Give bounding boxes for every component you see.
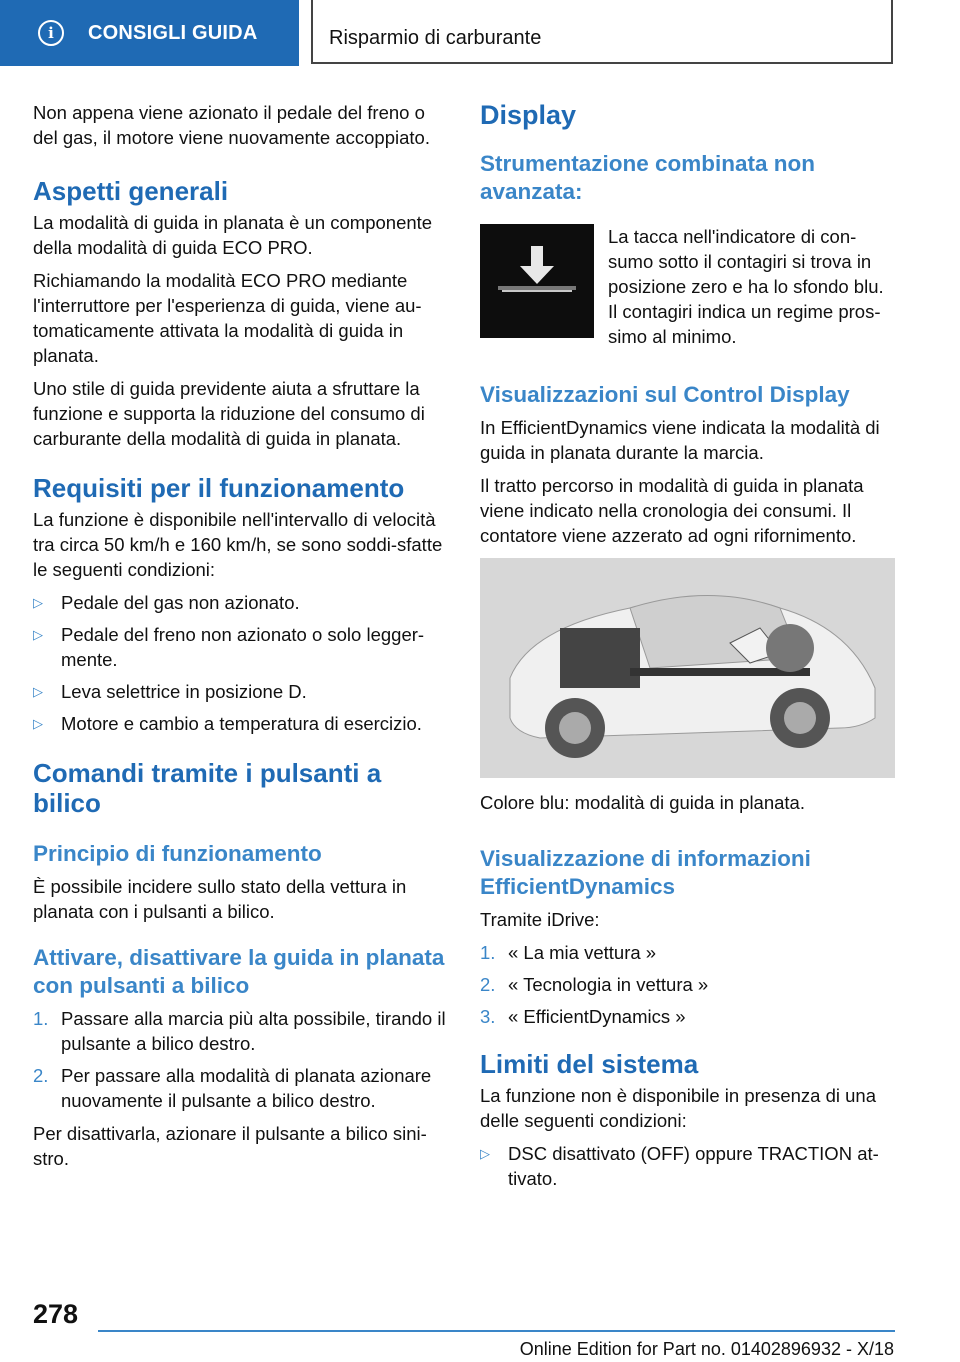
left-column xyxy=(33,100,448,1179)
heading-cluster: Strumentazione combinata non avanzata: xyxy=(480,151,816,204)
list-item: 1. « La mia vettura » xyxy=(480,942,657,963)
list-item: ▷ Motore e cambio a temperatura di esercizio. xyxy=(33,713,422,734)
right-column xyxy=(480,100,895,1199)
limits-list xyxy=(480,1141,895,1191)
general-paragraph-2: Richiamando la modalità ECO PRO mediante l'interruttore per l'esperienza di guida, viene au-tomaticamente attivata la modalità di guida in planata. xyxy=(33,270,422,366)
heading-principle: Principio di funzionamento xyxy=(33,841,322,866)
activate-steps xyxy=(33,1006,448,1113)
list-item: ▷ DSC disattivato (OFF) oppure TRACTION at-tivato. xyxy=(480,1143,879,1189)
list-item: 3. « EfficientDynamics » xyxy=(480,1006,686,1027)
chapter-header xyxy=(311,0,893,64)
page-number: 278 xyxy=(33,1299,79,1329)
general-paragraph-1: La modalità di guida in planata è un componente della modalità di guida ECO PRO. xyxy=(33,212,433,258)
limits-paragraph: La funzione non è disponibile in presenza di una delle seguenti condizioni: xyxy=(480,1085,876,1131)
heading-requirements: Requisiti per il funzionamento xyxy=(33,473,405,503)
list-item: ▷ Pedale del freno non azionato o solo legger-mente. xyxy=(33,624,425,670)
cluster-paragraph: La tacca nell'indicatore di con-sumo sotto il contagiri si trova in posizione zero e ha lo sfondo blu. Il contagiri indica un regime pros-simo al minimo. xyxy=(608,226,884,347)
list-item: ▷ Leva selettrice in posizione D. xyxy=(33,681,307,702)
heading-general: Aspetti generali xyxy=(33,176,229,206)
heading-control-display: Visualizzazioni sul Control Display xyxy=(480,382,850,407)
deactivate-paragraph: Per disattivarla, azionare il pulsante a bilico sini-stro. xyxy=(33,1123,427,1169)
section-tab xyxy=(0,0,299,66)
heading-display: Display xyxy=(480,100,577,130)
triangle-bullet-icon: ▷ xyxy=(33,716,43,731)
list-item: ▷ Pedale del gas non azionato. xyxy=(33,592,300,613)
heading-commands: Comandi tramite i pulsanti a bilico xyxy=(33,758,382,818)
edition-text: Online Edition for Part no. 01402896932 - X/18 xyxy=(519,1339,894,1359)
heading-activate: Attivare, disattivare la guida in planata con pulsanti a bilico xyxy=(33,945,445,998)
general-paragraph-3: Uno stile di guida previdente aiuta a sfruttare la funzione e supporta la riduzione del consumo di carburante della modalità di guida in planata. xyxy=(33,378,425,449)
triangle-bullet-icon: ▷ xyxy=(480,1146,490,1161)
requirements-list xyxy=(33,590,448,736)
heading-efficient-info: Visualizzazione di informazioni EfficientDynamics xyxy=(480,846,811,899)
control-paragraph-1: In EfficientDynamics viene indicata la modalità di guida in planata durante la marcia. xyxy=(480,417,880,463)
info-steps xyxy=(480,940,895,1029)
list-item: 2. « Tecnologia in vettura » xyxy=(480,974,709,995)
car-powertrain-image xyxy=(480,558,895,778)
control-paragraph-2: Il tratto percorso in modalità di guida in planata viene indicato nella cronologia dei consumi. Il contatore viene azzerato ad ogni rifornimento. xyxy=(480,475,864,546)
triangle-bullet-icon: ▷ xyxy=(33,595,43,610)
triangle-bullet-icon: ▷ xyxy=(33,684,43,699)
list-item: 2. Per passare alla modalità di planata azionare nuovamente il pulsante a bilico destro. xyxy=(33,1065,432,1111)
consumption-indicator-image xyxy=(480,224,594,338)
section-label: CONSIGLI GUIDA xyxy=(88,21,258,44)
triangle-bullet-icon: ▷ xyxy=(33,627,43,642)
chapter-title: Risparmio di carburante xyxy=(329,27,542,49)
heading-limits: Limiti del sistema xyxy=(480,1049,699,1079)
info-icon: i xyxy=(38,20,64,46)
info-paragraph: Tramite iDrive: xyxy=(480,909,600,930)
footer-divider xyxy=(98,1330,895,1332)
principle-paragraph: È possibile incidere sullo stato della vettura in planata con i pulsanti a bilico. xyxy=(33,876,407,922)
requirements-paragraph: La funzione è disponibile nell'intervallo di velocità tra circa 50 km/h e 160 km/h, se sono soddi-sfatte le seguenti condizioni: xyxy=(33,509,443,580)
intro-paragraph: Non appena viene azionato il pedale del freno o del gas, il motore viene nuovamente accoppiato. xyxy=(33,102,430,148)
car-caption: Colore blu: modalità di guida in planata. xyxy=(480,792,805,813)
cluster-block xyxy=(480,224,895,349)
down-arrow-icon xyxy=(480,224,594,338)
list-item: 1. Passare alla marcia più alta possibile, tirando il pulsante a bilico destro. xyxy=(33,1008,446,1054)
